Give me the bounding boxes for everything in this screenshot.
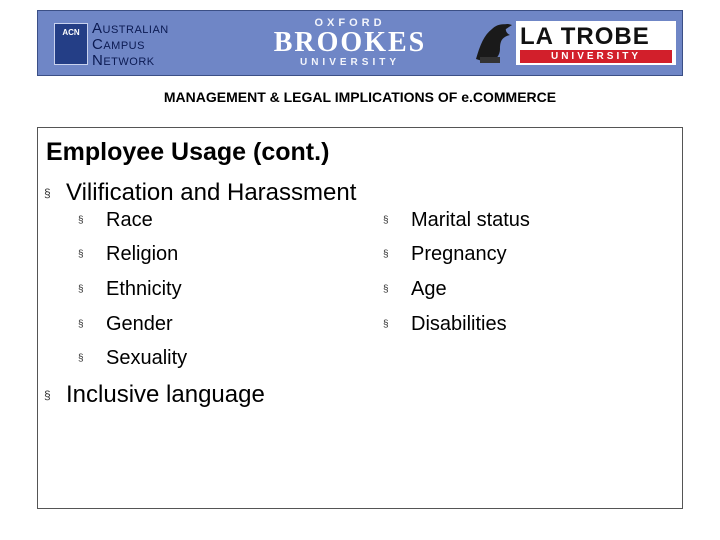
brookes-bottom: UNIVERSITY bbox=[299, 57, 400, 68]
acn-logo bbox=[54, 19, 214, 71]
bullet-icon: § bbox=[78, 284, 84, 295]
la-trobe-wordmark bbox=[516, 21, 676, 65]
eagle-emblem-icon bbox=[470, 19, 514, 65]
bullet-icon: § bbox=[78, 353, 84, 364]
bullet-icon: § bbox=[44, 388, 51, 402]
la-trobe-logo bbox=[464, 17, 678, 69]
sub-point-text: Gender bbox=[106, 313, 173, 335]
bullet-icon: § bbox=[78, 249, 84, 260]
slide-title: Employee Usage (cont.) bbox=[46, 138, 330, 166]
bullet-icon: § bbox=[78, 319, 84, 330]
main-point-text: Vilification and Harassment bbox=[66, 179, 357, 206]
brookes-top: OXFORD bbox=[314, 17, 386, 29]
slide-content bbox=[37, 127, 683, 509]
acn-line-3: Network bbox=[92, 52, 155, 69]
bullet-icon: § bbox=[44, 186, 51, 200]
acn-line-1: Australian bbox=[92, 20, 169, 37]
bullet-icon: § bbox=[383, 319, 389, 330]
oxford-brookes-logo bbox=[250, 17, 450, 69]
la-trobe-bottom: UNIVERSITY bbox=[550, 51, 641, 62]
acn-badge bbox=[54, 23, 88, 65]
bullet-icon: § bbox=[383, 284, 389, 295]
sub-point-text: Disabilities bbox=[411, 313, 507, 335]
sub-point-text: Pregnancy bbox=[411, 243, 507, 265]
sub-point-text: Religion bbox=[106, 243, 179, 265]
sub-point-text: Ethnicity bbox=[106, 278, 182, 300]
sub-point-text: Marital status bbox=[411, 209, 530, 231]
bullet-icon: § bbox=[78, 215, 84, 226]
sub-point-text: Sexuality bbox=[106, 347, 188, 369]
sub-point-text: Race bbox=[106, 209, 153, 231]
course-subtitle: MANAGEMENT & LEGAL IMPLICATIONS OF e.COMMERCE bbox=[163, 89, 557, 105]
bullet-icon: § bbox=[383, 215, 389, 226]
acn-badge-text: ACN bbox=[62, 28, 80, 37]
la-trobe-name: LA TROBE bbox=[520, 23, 650, 50]
main-point-text: Inclusive language bbox=[66, 381, 265, 408]
brookes-name: BROOKES bbox=[273, 27, 427, 58]
acn-wordmark bbox=[92, 21, 169, 69]
header-banner bbox=[37, 10, 683, 76]
bullet-icon: § bbox=[383, 249, 389, 260]
acn-line-2: Campus bbox=[92, 36, 145, 53]
sub-point-text: Age bbox=[411, 278, 447, 300]
